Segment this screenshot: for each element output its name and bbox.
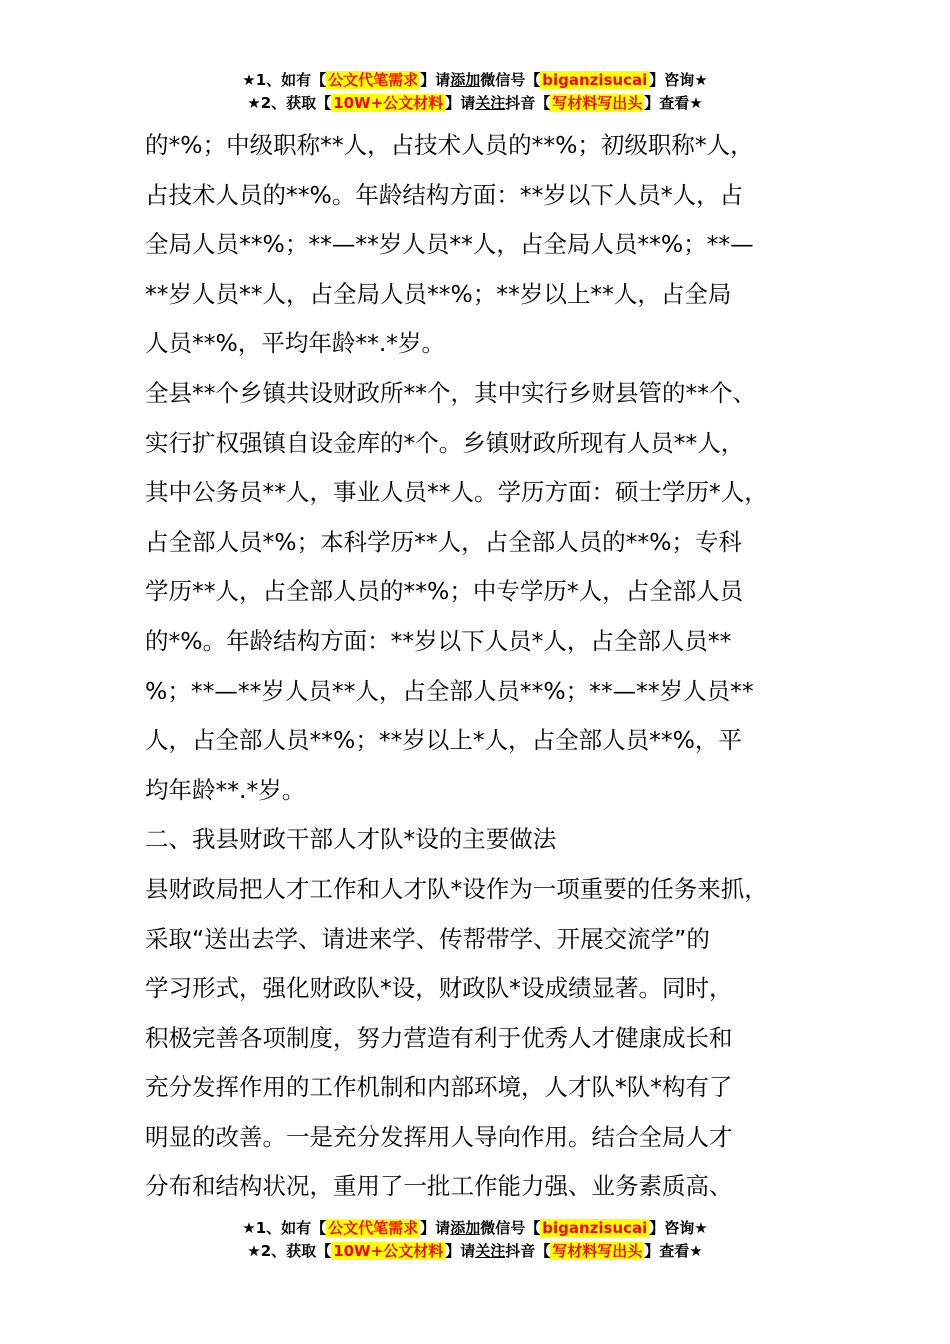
- body-line: 的*%。年龄结构方面：**岁以下人员*人，占全部人员**: [145, 626, 732, 655]
- body-line: 人员**%，平均年龄**.*岁。: [145, 329, 446, 358]
- body-line: %；**—**岁人员**人，占全部人员**%；**—**岁人员**: [145, 676, 754, 705]
- body-line: 积极完善各项制度，努力营造有利于优秀人才健康成长和: [145, 1023, 733, 1052]
- body-line: 学习形式，强化财政队*设，财政队*设成绩显著。同时，: [145, 974, 733, 1003]
- footer-underline-follow: 关注: [475, 1242, 506, 1260]
- footer-highlight-douyin-account: 写材料写出头: [552, 1242, 643, 1260]
- header-line-1: [0, 69, 950, 92]
- body-line: 采取“送出去学、请进来学、传帮带学、开展交流学”的: [145, 924, 710, 953]
- header-line-2-suffix: 】查看★: [644, 94, 703, 112]
- footer-line-1: [0, 1217, 950, 1240]
- header-line-1-text-2: 微信号【: [480, 71, 541, 89]
- body-line: 充分发挥作用的工作机制和内部环境，人才队*队*构有了: [145, 1073, 733, 1102]
- footer-line-2: [0, 1240, 950, 1263]
- body-line: 全局人员**%；**—**岁人员**人，占全局人员**%；**—: [145, 230, 754, 259]
- footer-banner: [0, 1217, 950, 1263]
- header-highlight-wechat-id: biganzisucai: [542, 71, 648, 89]
- body-line: 均年龄**.*岁。: [145, 775, 306, 804]
- header-highlight-douyin-account: 写材料写出头: [552, 94, 643, 112]
- header-line-1-text: 】请: [420, 71, 451, 89]
- footer-line-2-prefix: ★2、获取【: [247, 1242, 332, 1260]
- body-line: 学历**人，占全部人员的**%；中专学历*人，占全部人员: [145, 577, 744, 606]
- footer-line-1-text: 】请: [420, 1219, 451, 1237]
- header-line-1-suffix: 】咨询★: [649, 71, 708, 89]
- footer-underline-add: 添加: [450, 1219, 481, 1237]
- header-line-2: [0, 92, 950, 115]
- body-line: 占技术人员的**%。年龄结构方面：**岁以下人员*人，占: [145, 180, 744, 209]
- body-line: 的*%；中级职称**人，占技术人员的**%；初级职称*人，: [145, 131, 754, 159]
- body-line: 县财政局把人才工作和人才队*设作为一项重要的任务来抓，: [145, 874, 768, 903]
- footer-highlight-wechat-id: biganzisucai: [542, 1219, 648, 1237]
- footer-line-2-suffix: 】查看★: [644, 1242, 703, 1260]
- body-line: 明显的改善。一是充分发挥用人导向作用。结合全局人才: [145, 1122, 733, 1151]
- body-line: 人，占全部人员**%；**岁以上*人，占全部人员**%，平: [145, 726, 742, 755]
- body-line: 实行扩权强镇自设金库的*个。乡镇财政所现有人员**人，: [145, 428, 745, 457]
- body-line: 分布和结构状况，重用了一批工作能力强、业务素质高、: [145, 1172, 733, 1201]
- footer-highlight-ghostwriting: 公文代笔需求: [328, 1219, 419, 1237]
- footer-line-1-suffix: 】咨询★: [649, 1219, 708, 1237]
- header-line-2-prefix: ★2、获取【: [247, 94, 332, 112]
- header-underline-follow: 关注: [475, 94, 506, 112]
- header-highlight-materials: 10W+公文材料: [333, 94, 444, 112]
- footer-highlight-materials: 10W+公文材料: [333, 1242, 444, 1260]
- section-heading: 二、我县财政干部人才队*设的主要做法: [145, 825, 557, 854]
- document-body: [145, 121, 845, 1212]
- body-line: 其中公务员**人，事业人员**人。学历方面：硕士学历*人，: [145, 478, 768, 507]
- footer-line-2-text-2: 抖音【: [505, 1242, 551, 1260]
- footer-line-1-text-2: 微信号【: [480, 1219, 541, 1237]
- header-highlight-ghostwriting: 公文代笔需求: [328, 71, 419, 89]
- footer-line-2-text: 】请: [445, 1242, 476, 1260]
- body-line: **岁人员**人，占全局人员**%；**岁以上**人，占全局: [145, 279, 732, 308]
- header-line-2-text-2: 抖音【: [505, 94, 551, 112]
- footer-line-1-prefix: ★1、如有【: [242, 1219, 327, 1237]
- header-underline-add: 添加: [450, 71, 481, 89]
- body-line: 全县**个乡镇共设财政所**个，其中实行乡财县管的**个、: [145, 378, 756, 407]
- header-line-1-prefix: ★1、如有【: [242, 71, 327, 89]
- header-banner: [0, 69, 950, 115]
- body-line: 占全部人员*%；本科学历**人，占全部人员的**%；专科: [145, 527, 742, 556]
- header-line-2-text: 】请: [445, 94, 476, 112]
